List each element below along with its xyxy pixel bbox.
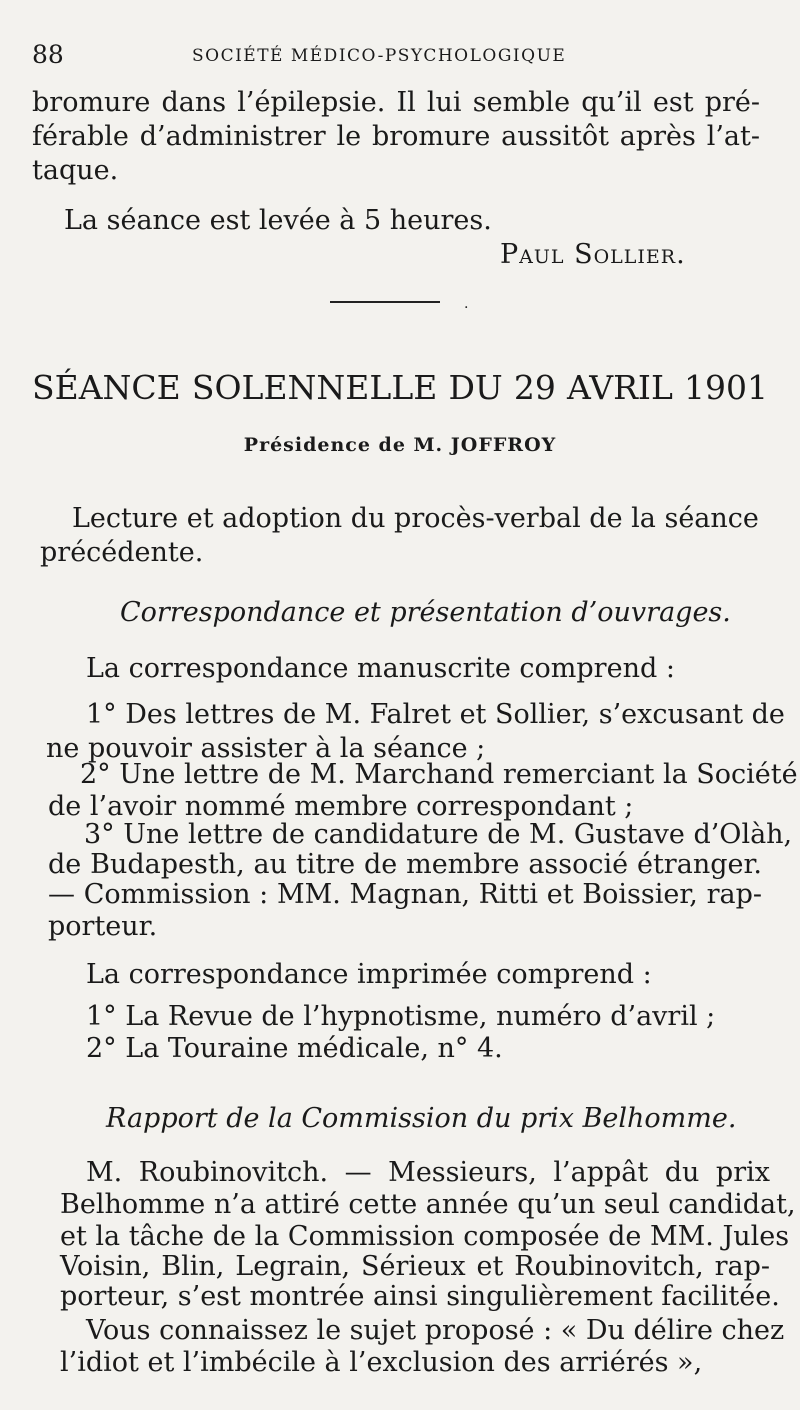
text-line: précédente. <box>40 537 204 568</box>
text-line: et la tâche de la Commission composée de MM. Jules <box>60 1221 790 1252</box>
text-line: porteur, s’est montrée ainsi singulièrement facilitée. <box>60 1281 780 1312</box>
text-line: La correspondance imprimée comprend : <box>86 959 652 990</box>
separator-rule <box>330 301 440 303</box>
text-line: 2° Une lettre de M. Marchand remerciant la Société <box>80 759 798 790</box>
running-head: SOCIÉTÉ MÉDICO-PSYCHOLOGIQUE <box>192 46 567 66</box>
signature: Paul Sollier. <box>500 239 686 270</box>
section-title: SÉANCE SOLENNELLE DU 29 AVRIL 1901 <box>32 368 768 407</box>
text-line: La correspondance manuscrite comprend : <box>86 653 675 684</box>
text-line: 1° Des lettres de M. Falret et Sollier, s’excusant de <box>86 699 785 730</box>
text-line: 2° La Touraine médicale, n° 4. <box>86 1033 503 1064</box>
text-line: Vous connaissez le sujet proposé : « Du délire chez <box>86 1315 785 1346</box>
text-line: 3° Une lettre de candidature de M. Gustave d’Olàh, <box>84 819 793 850</box>
text-line: 1° La Revue de l’hypnotisme, numéro d’avril ; <box>86 1001 716 1032</box>
text-line: M. Roubinovitch. — Messieurs, l’appât du prix <box>86 1157 770 1188</box>
separator-dot: . <box>464 296 469 312</box>
text-line: porteur. <box>48 911 158 942</box>
text-line: — Commission : MM. Magnan, Ritti et Boissier, rap- <box>48 879 762 910</box>
page-header <box>32 40 768 76</box>
text-line: ne pouvoir assister à la séance ; <box>46 733 486 764</box>
text-line: férable d’administrer le bromure aussitôt après l’at- <box>32 121 760 152</box>
text-line: La séance est levée à 5 heures. <box>64 205 492 236</box>
subheading: Correspondance et présentation d’ouvrages. <box>120 597 731 628</box>
text-line: de Budapesth, au titre de membre associé étranger. <box>48 849 762 880</box>
page-number: 88 <box>32 40 64 69</box>
text-line: Voisin, Blin, Legrain, Sérieux et Roubinovitch, rap- <box>60 1251 770 1282</box>
text-line: Belhomme n’a attiré cette année qu’un seul candidat, <box>60 1189 796 1220</box>
text-line: bromure dans l’épilepsie. Il lui semble qu’il est pré- <box>32 87 760 118</box>
presidence-line: Présidence de M. JOFFROY <box>243 434 557 456</box>
subheading: Rapport de la Commission du prix Belhomme. <box>106 1103 737 1134</box>
text-line: l’idiot et l’imbécile à l’exclusion des arriérés », <box>60 1347 703 1378</box>
text-line: taque. <box>32 155 119 186</box>
text-line: Lecture et adoption du procès-verbal de la séance <box>72 503 759 534</box>
text-line: de l’avoir nommé membre correspondant ; <box>48 791 634 822</box>
